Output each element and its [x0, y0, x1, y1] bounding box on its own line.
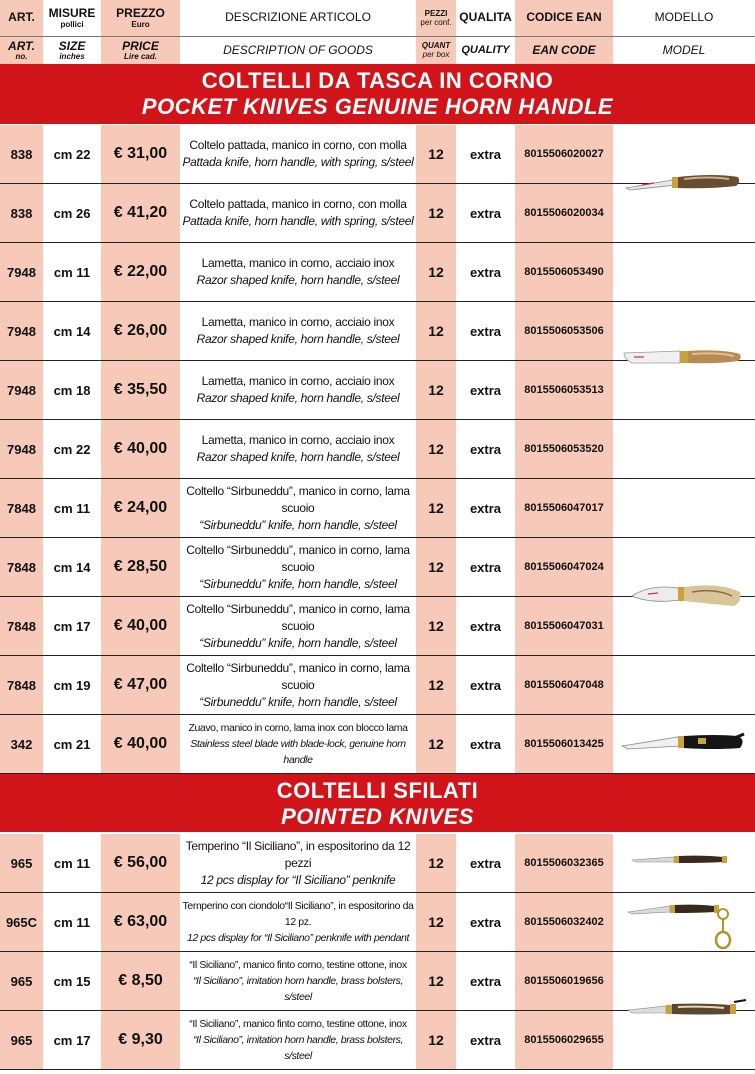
header-price: PREZZO Euro — [101, 0, 180, 36]
pieces-value: 12 — [416, 834, 456, 893]
art-number: 7848 — [0, 656, 43, 715]
pieces-value: 12 — [416, 302, 456, 361]
size-value: cm 11 — [43, 479, 101, 538]
description — [180, 361, 416, 420]
description-it: Coltello “Sirbuneddu”, manico in corno, lama scuoio — [186, 601, 410, 633]
description-en: 12 pcs display for “Il Siciliano” penknife with pendant — [187, 932, 409, 944]
description-it: Coltello “Sirbuneddu”, manico in corno, lama scuoio — [186, 483, 410, 515]
price-value: € 28,50 — [101, 538, 180, 597]
description-en: Razor shaped knife, horn handle, s/steel — [196, 450, 400, 464]
quality-value: extra — [456, 125, 515, 184]
ean-code: 8015506047031 — [515, 597, 613, 656]
section-banner-horn — [0, 64, 755, 124]
art-number: 7948 — [0, 420, 43, 479]
description — [180, 893, 416, 952]
ean-code: 8015506013425 — [515, 715, 613, 774]
pieces-value: 12 — [416, 952, 456, 1011]
quality-value: extra — [456, 184, 515, 243]
ean-code: 8015506029655 — [515, 1011, 613, 1070]
description-en: Razor shaped knife, horn handle, s/steel — [196, 332, 400, 346]
pieces-value: 12 — [416, 656, 456, 715]
pieces-value: 12 — [416, 1011, 456, 1070]
description-it: Coltelo pattada, manico in corno, con molla — [189, 197, 407, 211]
description — [180, 302, 416, 361]
pieces-value: 12 — [416, 420, 456, 479]
description-it: Zuavo, manico in corno, lama inox con blocco lama — [188, 722, 408, 734]
price-value: € 40,00 — [101, 715, 180, 774]
size-value: cm 26 — [43, 184, 101, 243]
art-number: 965 — [0, 952, 43, 1011]
header-price-en: PRICE Lire cad. — [101, 36, 180, 64]
quality-value: extra — [456, 952, 515, 1011]
siciliano-display-knife-icon — [630, 852, 730, 866]
description — [180, 1011, 416, 1070]
model-image-cell — [613, 420, 755, 479]
header-pieces: PEZZI per conf. — [416, 0, 456, 36]
price-value: € 41,20 — [101, 184, 180, 243]
section-title-it: COLTELLI DA TASCA IN CORNO — [201, 68, 554, 93]
price-value: € 9,30 — [101, 1011, 180, 1070]
description-en: “Sirbuneddu” knife, horn handle, s/steel — [199, 694, 397, 709]
pieces-value: 12 — [416, 538, 456, 597]
header-model: MODELLO — [613, 0, 755, 36]
size-value: cm 19 — [43, 656, 101, 715]
description-it: Coltelo pattada, manico in corno, con molla — [189, 138, 407, 152]
section-banner-pointed — [0, 774, 755, 832]
ean-code: 8015506047048 — [515, 656, 613, 715]
pieces-value: 12 — [416, 184, 456, 243]
size-value: cm 18 — [43, 361, 101, 420]
quality-value: extra — [456, 420, 515, 479]
header-size: MISURE pollici — [43, 0, 101, 36]
description-en: “Il Siciliano”, imitation horn handle, brass bolsters, s/steel — [192, 1034, 404, 1062]
price-value: € 40,00 — [101, 420, 180, 479]
description — [180, 479, 416, 538]
size-value: cm 14 — [43, 538, 101, 597]
description — [180, 656, 416, 715]
header-description: DESCRIZIONE ARTICOLO — [180, 0, 416, 36]
price-value: € 26,00 — [101, 302, 180, 361]
price-value: € 40,00 — [101, 597, 180, 656]
description — [180, 420, 416, 479]
art-number: 7848 — [0, 538, 43, 597]
description-en: “Sirbuneddu” knife, horn handle, s/steel — [199, 576, 397, 591]
ean-code: 8015506053513 — [515, 361, 613, 420]
description-en: Razor shaped knife, horn handle, s/steel — [196, 391, 400, 405]
description-it: Lametta, manico in corno, acciaio inox — [201, 256, 395, 270]
quality-value: extra — [456, 538, 515, 597]
pattada-knife-icon — [624, 171, 742, 197]
pointed-knives-table — [0, 834, 755, 1070]
ean-code: 8015506053520 — [515, 420, 613, 479]
header-description-en: DESCRIPTION OF GOODS — [223, 43, 373, 58]
quality-value: extra — [456, 656, 515, 715]
header-quality-en: QUALITY — [461, 44, 510, 57]
ean-code: 8015506053490 — [515, 243, 613, 302]
razor-knife-icon — [622, 345, 744, 371]
quality-value: extra — [456, 361, 515, 420]
size-value: cm 11 — [43, 834, 101, 893]
art-number: 7948 — [0, 243, 43, 302]
pieces-value: 12 — [416, 361, 456, 420]
art-number: 7848 — [0, 479, 43, 538]
quality-value: extra — [456, 715, 515, 774]
pieces-value: 12 — [416, 479, 456, 538]
price-value: € 35,50 — [101, 361, 180, 420]
header-table — [0, 0, 755, 64]
description — [180, 834, 416, 893]
price-value: € 22,00 — [101, 243, 180, 302]
siciliano-knife-icon — [626, 998, 748, 1022]
description — [180, 184, 416, 243]
description — [180, 538, 416, 597]
ean-code: 8015506047017 — [515, 479, 613, 538]
description-en: Pattada knife, horn handle, with spring, s/steel — [182, 214, 414, 228]
size-value: cm 17 — [43, 1011, 101, 1070]
description — [180, 952, 416, 1011]
art-number: 7948 — [0, 302, 43, 361]
size-value: cm 14 — [43, 302, 101, 361]
pieces-value: 12 — [416, 715, 456, 774]
ean-code: 8015506020027 — [515, 125, 613, 184]
art-number: 965 — [0, 1011, 43, 1070]
ean-code: 8015506032365 — [515, 834, 613, 893]
table-row — [0, 243, 755, 302]
art-number: 965 — [0, 834, 43, 893]
description-it: Coltello “Sirbuneddu”, manico in corno, lama scuoio — [186, 660, 410, 692]
header-art-en: ART. no. — [0, 36, 43, 64]
quality-value: extra — [456, 479, 515, 538]
quality-value: extra — [456, 302, 515, 361]
description-en: 12 pcs display for “Il Siciliano” penknife — [200, 872, 396, 887]
siciliano-pendant-knife-icon — [626, 898, 736, 950]
description-it: Lametta, manico in corno, acciaio inox — [201, 433, 395, 447]
description-it: “Il Siciliano”, manico finto corno, testine ottone, inox — [189, 959, 407, 971]
description-en: Pattada knife, horn handle, with spring, s/steel — [182, 155, 414, 169]
size-value: cm 22 — [43, 125, 101, 184]
price-value: € 47,00 — [101, 656, 180, 715]
pieces-value: 12 — [416, 125, 456, 184]
size-value: cm 11 — [43, 893, 101, 952]
description-it: “Il Siciliano”, manico finto corno, testine ottone, inox — [189, 1018, 407, 1030]
description-en: Stainless steel blade with blade-lock, genuine horn handle — [190, 738, 406, 766]
header-ean: CODICE EAN — [515, 0, 613, 36]
ean-code: 8015506019656 — [515, 952, 613, 1011]
quality-value: extra — [456, 597, 515, 656]
header-ean-en: EAN CODE — [515, 36, 613, 64]
art-number: 838 — [0, 125, 43, 184]
pieces-value: 12 — [416, 243, 456, 302]
description — [180, 715, 416, 774]
pieces-value: 12 — [416, 893, 456, 952]
description — [180, 597, 416, 656]
description-en: “Sirbuneddu” knife, horn handle, s/steel — [199, 517, 397, 532]
quality-value: extra — [456, 243, 515, 302]
size-value: cm 17 — [43, 597, 101, 656]
section-title-en: POINTED KNIVES — [281, 804, 474, 829]
price-value: € 8,50 — [101, 952, 180, 1011]
description-en: Razor shaped knife, horn handle, s/steel — [196, 273, 400, 287]
art-number: 342 — [0, 715, 43, 774]
quality-value: extra — [456, 893, 515, 952]
table-row — [0, 479, 755, 538]
description-it: Temperino “Il Siciliano”, in espositorino da 12 pezzi — [185, 838, 411, 870]
sirbuneddu-knife-icon — [630, 578, 744, 612]
size-value: cm 11 — [43, 243, 101, 302]
model-image-cell — [613, 479, 755, 538]
art-number: 838 — [0, 184, 43, 243]
art-number: 7948 — [0, 361, 43, 420]
quality-value: extra — [456, 834, 515, 893]
header-quality: QUALITA — [456, 0, 515, 36]
quality-value: extra — [456, 1011, 515, 1070]
horn-knives-table — [0, 125, 755, 774]
section-title-it: COLTELLI SFILATI — [276, 778, 479, 803]
section-title-en: POCKET KNIVES GENUINE HORN HANDLE — [141, 94, 614, 119]
header-pieces-en: QUANT per box — [416, 36, 456, 64]
description-it: Lametta, manico in corno, acciaio inox — [201, 374, 395, 388]
header-model-en: MODEL — [662, 43, 706, 58]
header-art: ART. — [0, 0, 43, 36]
size-value: cm 21 — [43, 715, 101, 774]
ean-code: 8015506020034 — [515, 184, 613, 243]
header-size-en: SIZE inches — [58, 38, 86, 61]
price-value: € 24,00 — [101, 479, 180, 538]
description — [180, 125, 416, 184]
table-row — [0, 656, 755, 715]
model-image-cell — [613, 243, 755, 302]
ean-code: 8015506032402 — [515, 893, 613, 952]
price-value: € 56,00 — [101, 834, 180, 893]
art-number: 965C — [0, 893, 43, 952]
pieces-value: 12 — [416, 597, 456, 656]
ean-code: 8015506053506 — [515, 302, 613, 361]
ean-code: 8015506047024 — [515, 538, 613, 597]
price-value: € 63,00 — [101, 893, 180, 952]
description-en: “Sirbuneddu” knife, horn handle, s/steel — [199, 635, 397, 650]
price-value: € 31,00 — [101, 125, 180, 184]
description-en: “Il Siciliano”, imitation horn handle, brass bolsters, s/steel — [192, 975, 404, 1003]
table-row — [0, 420, 755, 479]
model-image-cell — [613, 656, 755, 715]
description-it: Coltello “Sirbuneddu”, manico in corno, lama scuoio — [186, 542, 410, 574]
size-value: cm 15 — [43, 952, 101, 1011]
description-it: Lametta, manico in corno, acciaio inox — [201, 315, 395, 329]
zuavo-knife-icon — [620, 728, 748, 758]
art-number: 7848 — [0, 597, 43, 656]
description-it: Temperino con ciondolo“Il Siciliano”, in espositorino da 12 pz. — [182, 900, 414, 928]
size-value: cm 22 — [43, 420, 101, 479]
description — [180, 243, 416, 302]
